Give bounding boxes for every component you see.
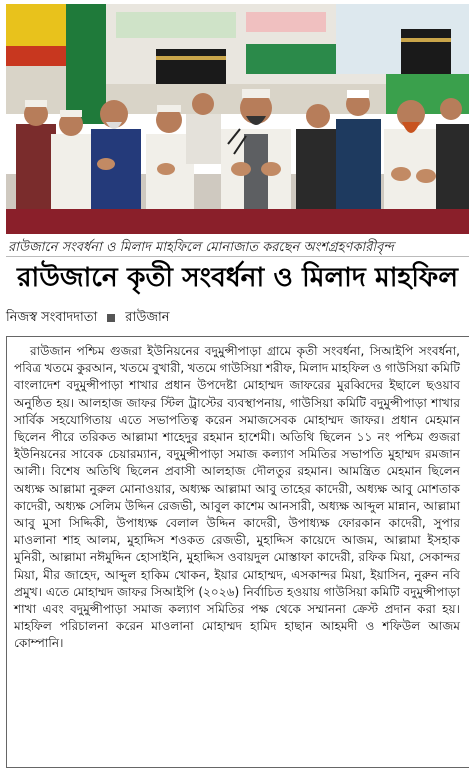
caption-divider	[6, 256, 469, 257]
byline-location: রাউজান	[125, 310, 170, 325]
square-separator-icon	[107, 314, 115, 322]
byline-reporter: নিজস্ব সংবাদদাতা	[6, 310, 98, 325]
news-photo	[6, 4, 469, 234]
photo-caption: রাউজানে সংবর্ধনা ও মিলাদ মাহফিলে মোনাজাত করছেন অংশগ্রহণকারীবৃন্দ	[8, 240, 394, 255]
headline: রাউজানে কৃতী সংবর্ধনা ও মিলাদ মাহফিল	[16, 262, 459, 293]
mahfil-photo-illustration	[6, 4, 469, 234]
byline	[6, 308, 170, 329]
article-body: রাউজান পশ্চিম গুজরা ইউনিয়নের বদুমুন্সীপাড়া গ্রামে কৃতী সংবর্ধনা, সিআইপি সংবর্ধনা, পবিত্র খতমে কুরআন, খতমে বুখারী, খতমে গাউসিয়া শরীফ, মিলাদ মাহফিল ও গাউসিয়া কমিটি বাংলাদেশ বদুমুন্সীপাড়া শাখার প্রধান উপদেষ্টা মোহাম্মদ জাফরের মুরব্বিদের ইছালে ছওয়াব অনুষ্ঠিত হয়। আলহাজ জাফর স্টিল ট্রাস্টের ব্যবস্থাপনায়, গাউসিয়া কমিটি বদুমুন্সীপাড়া শাখার সার্বিক সহযোগিতায় এতে সভাপতিত্ব করেন সমাজসেবক মোহাম্মদ জাফর। প্রধান মেহমান ছিলেন পীরে তরিকত আল্লামা শাহেদুর রহমান হাশেমী। অতিথি ছিলেন ১১ নং পশ্চিম গুজরা ইউনিয়নের সাবেক চেয়ারম্যান, বদুমুন্সীপাড়া সমাজ কল্যাণ সমিতির সভাপতি মুহাম্মদ রমজান আলী। বিশেষ অতিথি ছিলেন প্রবাসী আলহাজ দৌলতুর রহমান। আমন্ত্রিত মেহমান ছিলেন অধ্যক্ষ আল্লামা নুরুল মোনাওয়ার, অধ্যক্ষ আল্লামা আবু তাহের কাদেরী, অধ্যক্ষ আবু মোশতাক কাদেরী, অধ্যক্ষ সেলিম উদ্দিন রেজভী, আবুল কাশেম আনসারী, অধ্যক্ষ আব্দুল মান্নান, আল্লামা আবু মুসা সিদ্দিকী, উপাধ্যক্ষ বেলাল উদ্দিন কাদেরী, উপাধ্যক্ষ ফোরকান কাদেরী, সুপার মাওলানা শাহ আলম, মুহাদ্দিস শওকত রেজভী, মুহাদ্দিস কায়েদে আজম, আল্লামা ইসহাক মুনিরী, আল্লামা নঈমুদ্দিন হোসাইনি, মুহাদ্দিস ওবায়দুল মোস্তাফা কাদেরী, রফিক মিয়া, সেকান্দর মিয়া, মীর জাহেদ, আব্দুল হাকিম খোকন, ইয়ার মোহাম্মদ, এসকান্দর মিয়া, ইয়াসিন, নুরুন নবি প্রমুখ। এতে মোহাম্মদ জাফর সিআইপি (২০২৬) নির্বাচিত হওয়ায় গাউসিয়া কমিটি বদুমুন্সীপাড়া শাখা এবং বদুমুন্সীপাড়া সমাজ কল্যাণ সমিতির পক্ষ থেকে সম্মাননা ক্রেস্ট প্রদান করা হয়। মাহফিল পরিচালনা করেন মাওলানা মোহাম্মদ হামিদ হাছান আহমদী ও শফিউল আজম কোম্পানি।	[14, 344, 460, 651]
